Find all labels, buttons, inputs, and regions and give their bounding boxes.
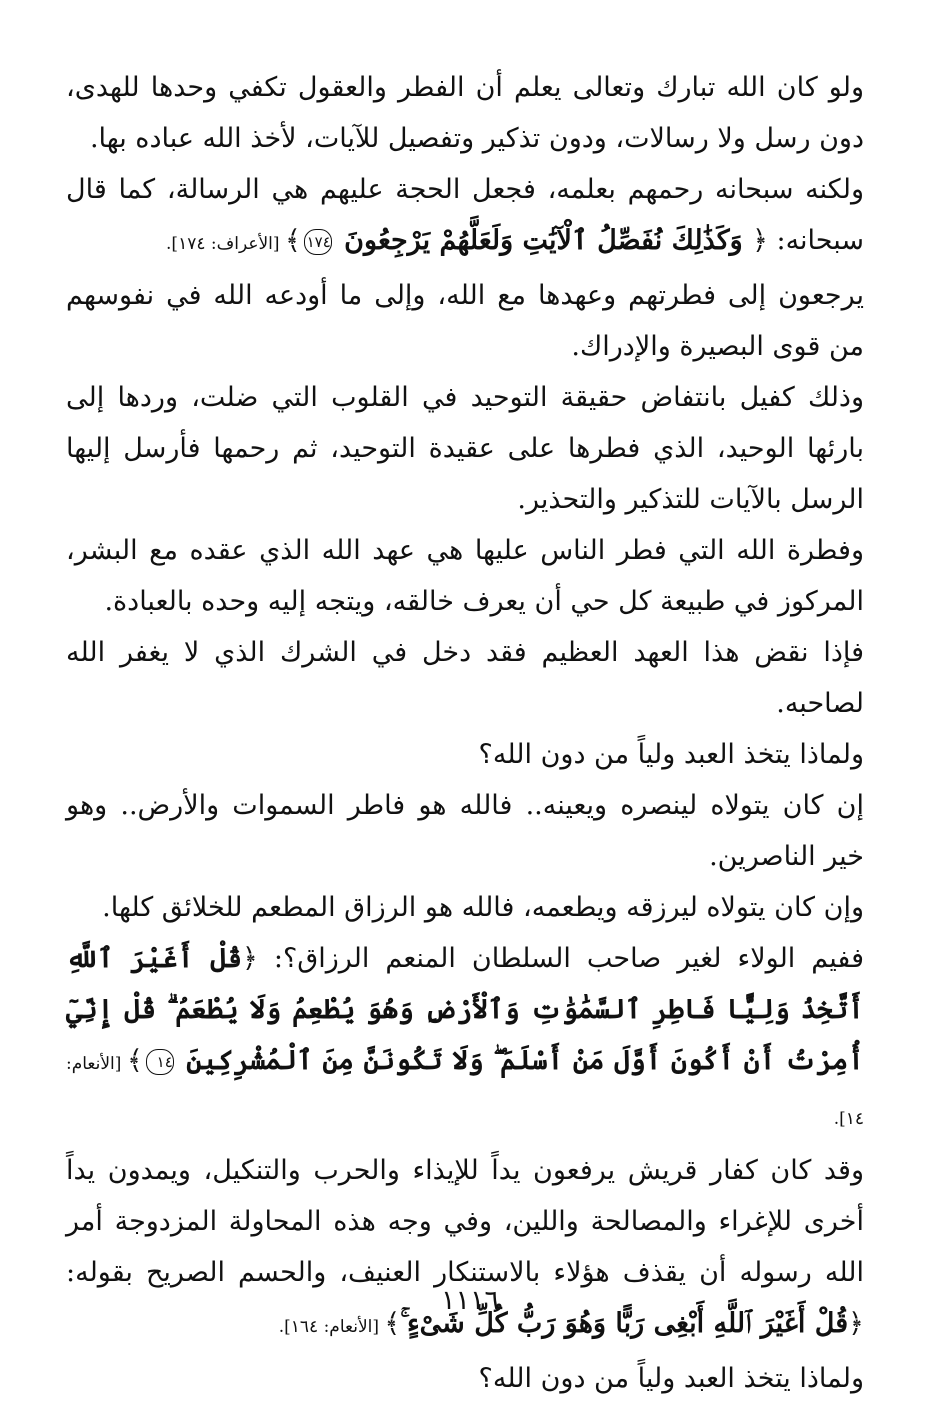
ayah-number-marker: ١٧٤ xyxy=(304,229,332,255)
paragraph xyxy=(66,164,864,270)
paragraph xyxy=(66,525,864,627)
quran-bracket: ﴾ xyxy=(384,1308,401,1339)
page-body xyxy=(66,62,864,1404)
quran-verse: قُلْ أَغَيْرَ ٱللَّهِ أَبْغِى رَبًّا وَهُوَ رَبُّ كُلِّ شَىْءٍ ۚ xyxy=(400,1308,849,1339)
quran-bracket: ﴿ xyxy=(242,943,258,974)
paragraph-text: يرجعون إلى فطرتهم وعهدها مع الله، وإلى ما أودعه الله في نفوسهم من قوى البصيرة والإدراك. xyxy=(66,280,864,362)
verse-reference: [الأنعام: ١٦٤]. xyxy=(278,1317,385,1337)
paragraph-text: إن كان يتولاه لينصره ويعينه.. فالله هو فاطر السموات والأرض.. وهو خير الناصرين. xyxy=(66,790,864,872)
quran-verse: وَكَذَٰلِكَ نُفَصِّلُ ٱلْآيَٰتِ وَلَعَلَّهُمْ يَرْجِعُونَ xyxy=(334,225,753,256)
verse-reference: [الأعراف: ١٧٤]. xyxy=(166,234,285,254)
paragraph xyxy=(66,627,864,729)
paragraph-text: ولماذا يتخذ العبد ولياً من دون الله؟ xyxy=(478,739,864,770)
paragraph xyxy=(66,729,864,780)
paragraph-text: وإن كان يتولاه ليرزقه ويطعمه، فالله هو الرزاق المطعم للخلائق كلها. xyxy=(102,892,864,923)
paragraph xyxy=(66,62,864,164)
quran-verse: قُلْ أَغَيْرَ ٱللَّهِ أَتَّخِذُ وَلِيًّا فَاطِرِ ٱلسَّمَٰوَٰتِ وَٱلْأَرْضِ وَهُوَ يُطْعِمُ وَلَا يُطْعَمُ ۗ قُلْ إِنِّيٓ أُمِرْتُ أَنْ أَكُونَ أَوَّلَ مَنْ أَسْلَمَ ۖ وَلَا تَكُونَنَّ مِنَ ٱلْمُشْرِكِينَ xyxy=(66,943,864,1076)
paragraph xyxy=(66,270,864,372)
ayah-number-marker: ١٤ xyxy=(146,1049,174,1075)
paragraph xyxy=(66,882,864,933)
quran-bracket: ﴾ xyxy=(126,1045,143,1076)
paragraph-text: وذلك كفيل بانتفاض حقيقة التوحيد في القلوب التي ضلت، وردها إلى بارئها الوحيد، الذي فطرها على عقيدة التوحيد، ثم رحمها فأرسل إليها الرسل بالآيات للتذكير والتحذير. xyxy=(66,382,864,515)
paragraph-text: ففيم الولاء لغير صاحب السلطان المنعم الرزاق؟: xyxy=(257,943,864,974)
paragraph xyxy=(66,372,864,525)
paragraph-text: وفطرة الله التي فطر الناس عليها هي عهد الله الذي عقده مع البشر، المركوز في طبيعة كل حي أن يعرف خالقه، ويتجه إليه وحده بالعبادة. xyxy=(66,535,864,617)
quran-bracket: ﴿ xyxy=(752,225,768,256)
paragraph-text: ولكنه سبحانه رحمهم بعلمه، فجعل الحجة عليهم هي الرسالة، كما قال سبحانه: xyxy=(66,174,864,256)
quran-bracket: ﴾ xyxy=(284,225,301,256)
page-number: ١١١٦ xyxy=(440,1285,499,1316)
paragraph xyxy=(66,933,864,1145)
paragraph xyxy=(66,780,864,882)
quran-bracket: ﴿ xyxy=(848,1308,864,1339)
paragraph-text: ولماذا يتخذ العبد ولياً من دون الله؟ xyxy=(478,1363,864,1394)
paragraph-text: ولو كان الله تبارك وتعالى يعلم أن الفطر والعقول تكفي وحدها للهدى، دون رسل ولا رسالات، ودون تذكير وتفصيل للآيات، لأخذ الله عباده بها. xyxy=(66,72,864,154)
paragraph-text: وقد كان كفار قريش يرفعون يداً للإيذاء والحرب والتنكيل، ويمدون يداً أخرى للإغراء والمصالحة واللين، وفي وجه هذه المحاولة المزدوجة أمر الله رسوله أن يقذف هؤلاء بالاستنكار العنيف، والحسم الصريح بقوله: xyxy=(66,1155,864,1288)
paragraph-text: فإذا نقض هذا العهد العظيم فقد دخل في الشرك الذي لا يغفر الله لصاحبه. xyxy=(66,637,864,719)
paragraph xyxy=(66,1353,864,1404)
paragraph xyxy=(66,1145,864,1353)
verse-reference: [الأنعام: ١٤]. xyxy=(66,1054,864,1129)
